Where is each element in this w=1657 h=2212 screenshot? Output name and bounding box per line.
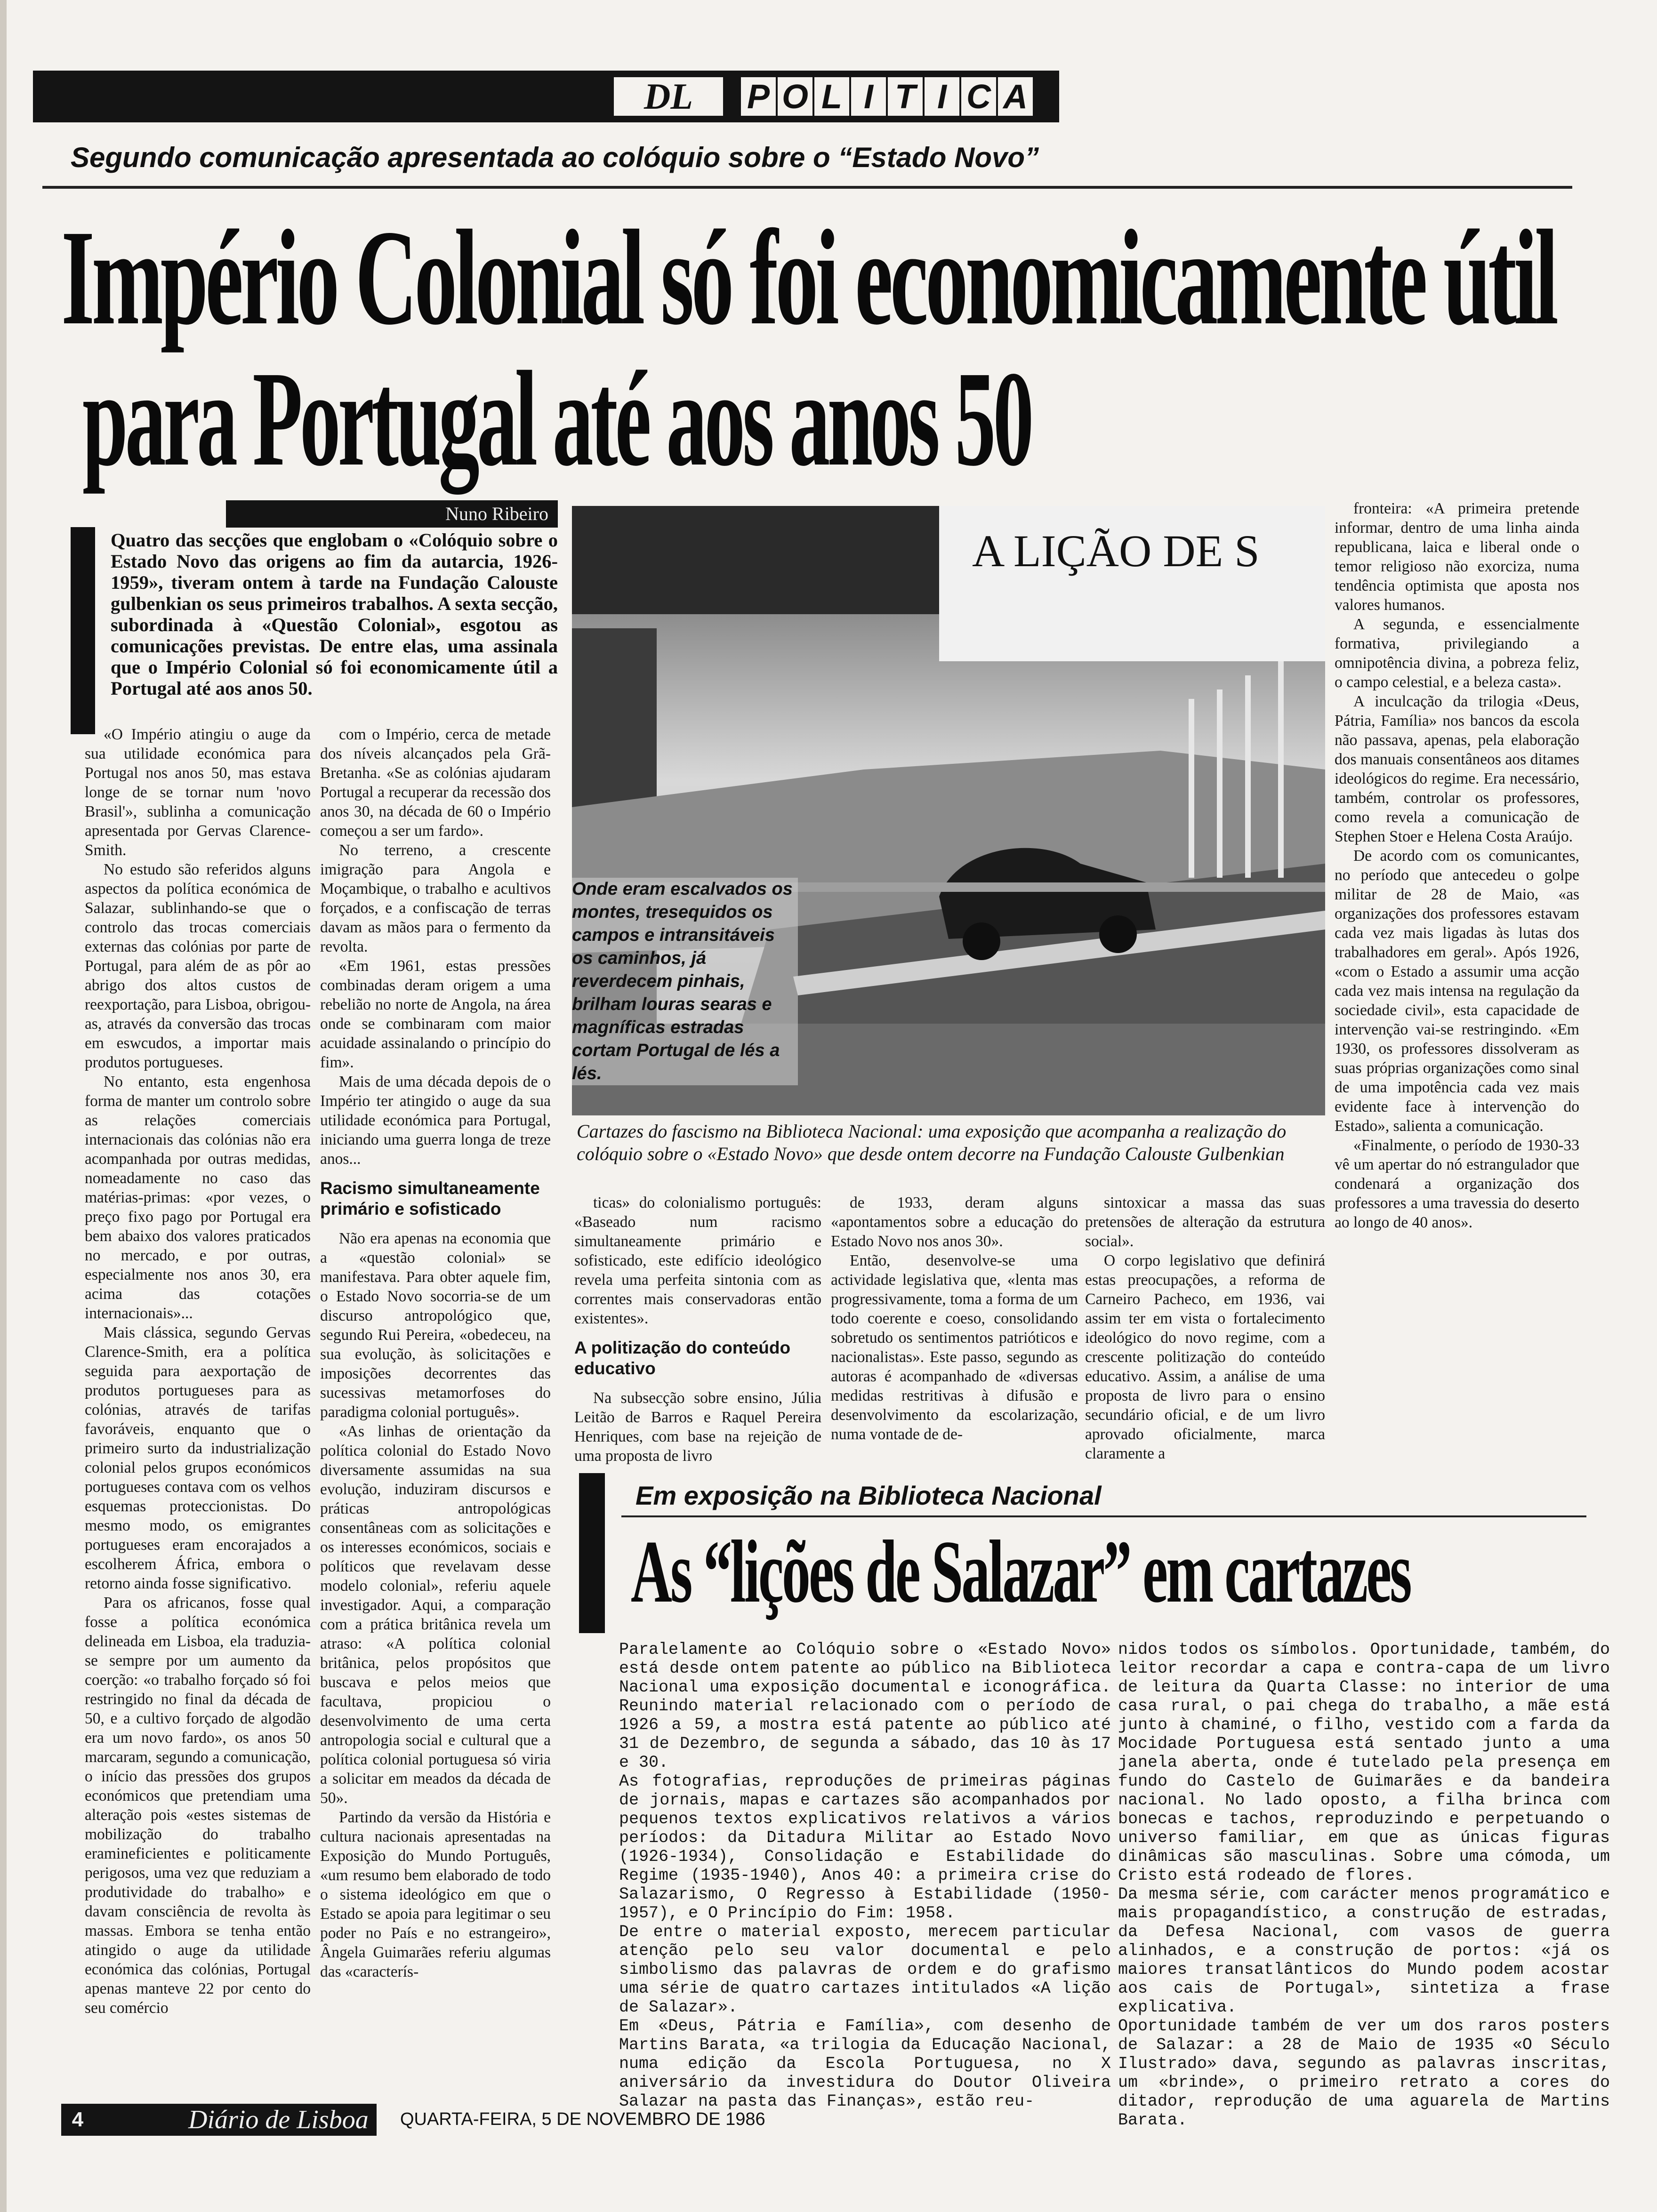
divider [42, 186, 1572, 189]
paragraph: Paralelamente ao Colóquio sobre o «Estado Novo» está desde ontem patente ao público na Biblioteca Nacional uma exposição documental e iconográfica. Reunindo material relacionado com o período de 1926 a 59, a mostra está patente ao público até 31 de Dezembro, de segunda a sábado, das 10 às 17 e 30. [619, 1640, 1111, 1772]
text-column-4 [831, 1193, 1078, 1475]
paragraph: sintoxicar a massa das suas pretensões de alteração da estrutura social». [1085, 1194, 1325, 1250]
paragraph: com o Império, cerca de metade dos níveis alcançados pela Grã-Bretanha. «Se as colónias ajudaram Portugal a recuperar da recessão dos anos 30, na década de 60 o Império começou a ser um fardo». [320, 726, 551, 840]
newspaper-name: Diário de Lisboa [188, 2105, 369, 2134]
paragraph: Em «Deus, Pátria e Família», com desenho de Martins Barata, «a trilogia da Educação Nacional, numa edição da Escola Portuguesa, no X aniversário da investidura do Doutor Oliveira Salazar na pasta das Finanças», estão reu- [619, 2017, 1111, 2111]
paragraph: «Em 1961, estas pressões combinadas deram origem a uma rebelião no norte de Angola, na área onde se combinaram com maior acuidade assinalando o princípio do fim». [320, 957, 551, 1071]
newspaper-logo: DL [612, 75, 725, 118]
article2-column-2 [1118, 1640, 1610, 2130]
paragraph: Não era apenas na economia que a «questão colonial» se manifestava. Para obter aquele fim, o Estado Novo socorria-se de um discurso antropológico que, segundo Rui Pereira, «obedeceu, na sua evolução, às solicitações e imposições decorrentes das sucessivas metamorfoses do paradigma colonial português». [320, 1230, 551, 1421]
page-number: 4 [61, 2104, 94, 2136]
section-letter: P [739, 75, 778, 118]
paragraph: «Finalmente, o período de 1930-33 vê um apertar do nó estrangulador que condenará a organização dos professores a uma travessia do deserto ao longo de 40 anos». [1335, 1137, 1579, 1231]
headline-line-2: para Portugal até aos anos 50 [82, 343, 1031, 494]
text-column-1 [85, 725, 311, 2118]
poster-photo [572, 506, 1325, 1115]
section-letter: I [849, 75, 888, 118]
paragraph: Partindo da versão da História e cultura nacionais apresentadas na Exposição do Mundo Português, «um resumo bem elaborado de todo o sistema ideológico em que o Estado se apoia para legitimar o seu poder no País e no estrangeiro», Ângela Guimarães referiu algumas das «caracterís- [320, 1809, 551, 1980]
article2-kicker: Em exposição na Biblioteca Nacional [635, 1481, 1102, 1510]
text-column-5 [1085, 1193, 1325, 1475]
paragraph: Então, desenvolve-se uma actividade legislativa que, «lenta mas progressivamente, toma a forma de um todo coerente e coeso, consolidando sobretudo os sentimentos patrióticos e nacionalistas». Este passo, segundo as autoras é acompanhado de «diversas medidas restritivas à difusão e desenvolvimento da escolarização, numa vontade de de- [831, 1252, 1078, 1443]
paragraph: A segunda, e essencialmente formativa, privilegiando a omnipotência divina, a pobreza feliz, o campo celestial, e a beleza casta». [1335, 616, 1579, 691]
paragraph: Oportunidade também de ver um dos raros posters de Salazar: a 28 de Maio de 1935 «O Século Ilustrado» dava, segundo as palavras inscritas, um «brinde», o primeiro retrato a cores do ditador, reprodução de uma aguarela de Martins Barata. [1118, 2017, 1610, 2130]
headline-line-1: Império Colonial só foi economicamente útil [61, 202, 1556, 353]
divider [621, 1515, 1586, 1517]
paragraph: Na subsecção sobre ensino, Júlia Leitão de Barros e Raquel Pereira Henriques, com base na rejeição de uma proposta de livro [574, 1389, 821, 1465]
poster-title: A LIÇÃO DE S [972, 526, 1260, 576]
section-letter: O [776, 75, 814, 118]
poster-text: Onde eram escalvados os montes, tresequidos os campos e intransitáveis os caminhos, já reverdecem pinhais, brilham louras searas e magníficas estradas cortam Portugal de lés a lés. [572, 878, 798, 1085]
article2-marker [579, 1473, 605, 1633]
paragraph: «As linhas de orientação da política colonial do Estado Novo diversamente assumidas na sua evolução, induziram discursos e práticas antropológicas consentâneas com as solicitações e os interesses económicos, sociais e políticos que revelavam desse modelo colonial», referiu aquele investigador. Aqui, a comparação com a prática britânica revela um atraso: «A política colonial britânica, pelos propósitos que buscava e pelos meios que facultava, propiciou o desenvolvimento de uma certa antropologia social e cultural que a política colonial portuguesa só viria a solicitar em meados da década de 50». [320, 1423, 551, 1807]
lead-marker [71, 527, 95, 734]
paragraph: nidos todos os símbolos. Oportunidade, também, do leitor recordar a capa e contra-capa de um livro de leitura da Quarta Classe: no interior de uma casa rural, o pai chega do trabalho, a mãe está junto à chaminé, o filho, vestido com a farda da Mocidade Portuguesa está sentado junto a uma janela aberta, onde é tutelado pela presença em fundo do Castelo de Guimarães e da bandeira nacional. No lado oposto, a filha brinca com bonecas e tachos, reproduzindo e perpetuando o universo familiar, em que as únicas figuras dinâmicas são masculinas. Sobre uma cómoda, um Cristo está rodeado de flores. [1118, 1640, 1610, 1885]
paragraph: O corpo legislativo que definirá estas preocupações, a reforma de Carneiro Pacheco, em 1936, vai assim ter em vista o fortalecimento ideológico do novo regime, com a crescente politização do conteúdo educativo. Assim, a análise de uma proposta de livro para o ensino secundário oficial, e de um livro aprovado oficialmente, marca claramente a [1085, 1252, 1325, 1462]
publication-date: QUARTA-FEIRA, 5 DE NOVEMBRO DE 1986 [400, 2109, 765, 2129]
photo-caption: Cartazes do fascismo na Biblioteca Nacional: uma exposição que acompanha a realização do colóquio sobre o «Estado Novo» que desde ontem decorre na Fundação Calouste Gulbenkian [577, 1121, 1287, 1164]
paragraph: Mais de uma década depois de o Império ter atingido o auge da sua utilidade económica para Portugal, iniciando uma guerra longa de treze anos... [320, 1073, 551, 1168]
section-letter: I [923, 75, 961, 118]
subheading: Racismo simultaneamente primário e sofisticado [320, 1178, 540, 1218]
paragraph: De acordo com os comunicantes, no período que antecedeu o golpe militar de 28 de Maio, «as organizações dos professores estavam cada vez mais ligadas às lutas dos trabalhadores em geral». Após 1926, «com o Estado a assumir uma acção cada vez mais intensa na regulação da sociedade civil», esta capacidade de intervenção vai-se restringindo. «Em 1930, os professores dissolveram as suas próprias organizações como sinal de uma impotência cada vez mais evidente face à intervenção do Estado», salienta a comunicação. [1335, 847, 1579, 1135]
subheading: A politização do conteúdo educativo [574, 1338, 791, 1378]
text-column-3 [574, 1193, 821, 1475]
text-column-2 [320, 725, 551, 2118]
paragraph: Para os africanos, fosse qual fosse a política económica delineada em Lisboa, ela traduzia-se sempre por um aumento da coerção: «o trabalho forçado só foi restringido no final da década de 50, e a cultivo forçado de algodão era um novo fardo», os anos 50 marcaram, segundo a comunicação, o início das pressões dos grupos económicos que pretendiam uma alteração pois «estes sistemas de mobilização do trabalho eramineficientes e politicamente perigosos, uma vez que reduziam a produtividade do trabalho» e davam consciência de revolta às massas. Embora se tenha então atingido o auge da utilidade económica das colónias, Portugal apenas manteve 22 por cento do seu comércio [85, 1594, 311, 2017]
paragraph: Mais clássica, segundo Gervas Clarence-Smith, era a política seguida para aexportação de produtos portugueses para as colónias, através de tarifas favoráveis, enquanto que o primeiro surto da industrialização colonial pelos grupos económicos portugueses contava com os velhos esquemas proteccionistas. Do mesmo modo, os emigrantes portugueses eram encorajados a escolherem África, embora o retorno ainda fosse significativo. [85, 1324, 311, 1592]
text-column-6 [1335, 499, 1579, 1492]
paragraph: A inculcação da trilogia «Deus, Pátria, Família» nos bancos da escola não passava, apenas, pela elaboração dos manuais consentâneos aos ditames ideológicos do regime. Era necessário, também, controlar os professores, como revela a comunicação de Stephen Stoer e Helena Costa Araújo. [1335, 693, 1579, 845]
byline: Nuno Ribeiro [226, 500, 558, 528]
page-edge [0, 0, 7, 2212]
article-kicker: Segundo comunicação apresentada ao colóquio sobre o “Estado Novo” [71, 142, 1039, 173]
paragraph: No entanto, esta engenhosa forma de manter um controlo sobre as relações comerciais internacionais das colónias não era acompanhada por outras medidas, nomeadamente no caso das matérias-primas: «por vezes, o preço fixo pago por Portugal era bem abaixo dos valores praticados no mercado, e por outras, especialmente nos anos 30, era acima das cotações internacionais»... [85, 1073, 311, 1322]
paragraph: De entre o material exposto, merecem particular atenção pelo seu valor documental e pelo simbolismo das palavras de ordem e do grafismo uma série de quatro cartazes intitulados «A lição de Salazar». [619, 1923, 1111, 2017]
paragraph: Da mesma série, com carácter menos programático e mais propagandístico, a construção de estradas, da Defesa Nacional, com vasos de guerra alinhados, e a construção de portos: «já os maiores transatlânticos do Mundo podem acostar aos cais de Portugal», sintetiza a frase explicativa. [1118, 1885, 1610, 2017]
section-title [739, 75, 1033, 118]
section-letter: T [886, 75, 925, 118]
section-letter: L [812, 75, 851, 118]
paragraph: «O Império atingiu o auge da sua utilidade económica para Portugal nos anos 50, mas estava longe de se tornar num 'novo Brasil'», sublinha a comunicação apresentada por Gervas Clarence-Smith. [85, 726, 311, 859]
paragraph: de 1933, deram alguns «apontamentos sobre a educação do Estado Novo nos anos 30». [831, 1194, 1078, 1250]
section-letter: A [996, 75, 1035, 118]
article2-column-1 [619, 1640, 1111, 2111]
paragraph: No terreno, a crescente imigração para Angola e Moçambique, o trabalho e acultivos forçados, e a confiscação de terras davam as mãos para o fermento da revolta. [320, 842, 551, 955]
paragraph: ticas» do colonialismo português: «Baseado num racismo simultaneamente primário e sofisticado, este edifício ideológico revela uma perfeita sintonia com as correntes mais conservadoras então existentes». [574, 1194, 821, 1327]
lead-paragraph: Quatro das secções que englobam o «Colóquio sobre o Estado Novo das origens ao fim da autarcia, 1926-1959», tiveram ontem à tarde na Fundação Calouste gulbenkian os seus primeiros trabalhos. A sexta secção, subordinada à «Questão Colonial», esgotou as comunicações previstas. De entre elas, uma assinala que o Império Colonial só foi economicamente útil a Portugal até aos anos 50. [111, 529, 558, 699]
article2-headline: As “lições de Salazar” em cartazes [631, 1523, 1410, 1621]
section-letter: C [959, 75, 998, 118]
paragraph: fronteira: «A primeira pretende informar, dentro de uma linha ainda republicana, laica e liberal onde o temor religioso não exorciza, numa tendência optimista que aposta nos valores humanos. [1335, 500, 1579, 614]
paragraph: No estudo são referidos alguns aspectos da política económica de Salazar, sublinhando-se que o controlo das trocas comerciais externas das colónias por parte de Portugal, para além de as pôr ao abrigo dos altos custos de reexportação, para Lisboa, obrigou-as, através da conversão das trocas em eswcudos, a importar mais produtos portugueses. [85, 861, 311, 1071]
paragraph: As fotografias, reproduções de primeiras páginas de jornais, mapas e cartazes são acompanhados por pequenos textos explicativos relativos a vários períodos: da Ditadura Militar ao Estado Novo (1926-1934), Consolidação e Estabilidade do Regime (1935-1940), Anos 40: a primeira crise do Salazarismo, O Regresso à Estabilidade (1950-1957), e O Princípio do Fim: 1958. [619, 1772, 1111, 1923]
